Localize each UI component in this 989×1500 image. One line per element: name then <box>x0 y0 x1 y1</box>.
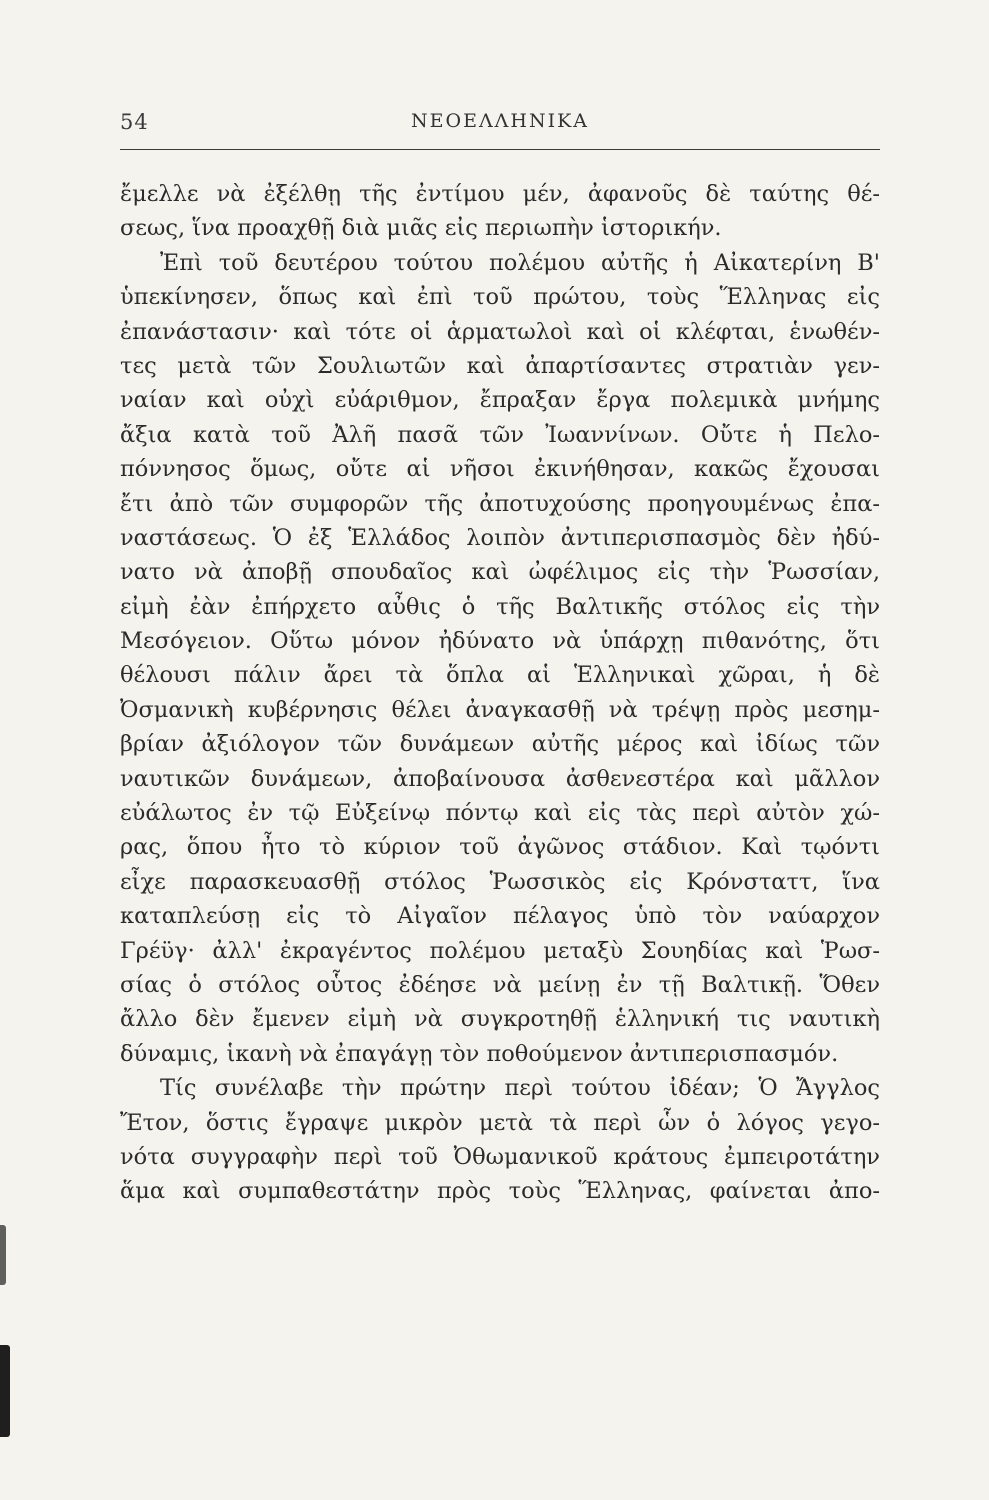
text-line: ρας, ὅπου ἦτο τὸ κύριον τοῦ ἀγῶνος στάδιον. Καὶ τῳόντι <box>120 834 880 861</box>
text-line: νότα συγγραφὴν περὶ τοῦ Ὀθωμανικοῦ κράτους ἐμπειροτάτην <box>120 1143 880 1170</box>
text-line: Γρέϋγ· ἀλλ' ἐκραγέντος πολέμου μεταξὺ Σουηδίας καὶ Ῥωσ- <box>120 937 880 964</box>
text-line: ἅμα καὶ συμπαθεστάτην πρὸς τοὺς Ἕλληνας, φαίνεται ἀπο- <box>120 1178 880 1205</box>
text-line: ἔτι ἀπὸ τῶν συμφορῶν τῆς ἀποτυχούσης προηγουμένως ἐπα- <box>120 490 880 517</box>
text-line: βρίαν ἀξιόλογον τῶν δυνάμεων αὐτῆς μέρος καὶ ἰδίως τῶν <box>120 731 880 758</box>
header-rule <box>120 149 880 150</box>
text-line: πόννησος ὅμως, οὔτε αἱ νῆσοι ἐκινήθησαν, κακῶς ἔχουσαι <box>120 456 880 483</box>
running-title: ΝΕΟΕΛΛΗΝΙΚΑ <box>411 110 589 132</box>
text-line: ἄξια κατὰ τοῦ Ἀλῆ πασᾶ τῶν Ἰωαννίνων. Οὔτε ἡ Πελο- <box>120 421 880 448</box>
text-line: καταπλεύσῃ εἰς τὸ Αἰγαῖον πέλαγος ὑπὸ τὸν ναύαρχον <box>120 903 880 930</box>
text-line: ὑπεκίνησεν, ὅπως καὶ ἐπὶ τοῦ πρώτου, τοὺς Ἕλληνας εἰς <box>120 284 880 311</box>
text-line: εὐάλωτος ἐν τῷ Εὐξείνῳ πόντῳ καὶ εἰς τὰς περὶ αὐτὸν χώ- <box>120 800 880 827</box>
text-line: Μεσόγειον. Οὕτω μόνον ἠδύνατο νὰ ὑπάρχῃ πιθανότης, ὅτι <box>120 628 880 655</box>
text-line: σίας ὁ στόλος οὗτος ἐδέησε νὰ μείνῃ ἐν τῇ Βαλτικῇ. Ὅθεν <box>120 971 880 998</box>
text-line: ἐπανάστασιν· καὶ τότε οἱ ἁρματωλοὶ καὶ οἱ κλέφται, ἑνωθέν- <box>120 318 880 345</box>
text-line: Ἐπὶ τοῦ δευτέρου τούτου πολέμου αὐτῆς ἡ Αἰκατερίνη Β' <box>160 249 880 276</box>
page-number: 54 <box>120 110 149 134</box>
text-line: νατο νὰ ἀποβῇ σπουδαῖος καὶ ὠφέλιμος εἰς τὴν Ῥωσσίαν, <box>120 559 880 586</box>
text-line: τες μετὰ τῶν Σουλιωτῶν καὶ ἀπαρτίσαντες στρατιὰν γεν- <box>120 352 880 379</box>
text-line: ναίαν καὶ οὐχὶ εὐάριθμον, ἔπραξαν ἔργα πολεμικὰ μνήμης <box>120 387 880 414</box>
binding-shadow <box>0 1345 10 1437</box>
page-header <box>120 110 880 140</box>
text-line: δύναμις, ἱκανὴ νὰ ἐπαγάγῃ τὸν ποθούμενον ἀντιπερισπασμόν. <box>120 1040 839 1067</box>
text-line: ναυτικῶν δυνάμεων, ἀποβαίνουσα ἀσθενεστέρα καὶ μᾶλλον <box>120 765 880 792</box>
text-line: σεως, ἵνα προαχθῇ διὰ μιᾶς εἰς περιωπὴν ἱστορικήν. <box>120 215 722 242</box>
text-line: εἶχε παρασκευασθῇ στόλος Ῥωσσικὸς εἰς Κρόνσταττ, ἵνα <box>120 868 880 895</box>
text-line: Ἔτον, ὅστις ἔγραψε μικρὸν μετὰ τὰ περὶ ὧν ὁ λόγος γεγο- <box>120 1109 880 1136</box>
text-line: θέλουσι πάλιν ἄρει τὰ ὅπλα αἱ Ἑλληνικαὶ χῶραι, ἡ δὲ <box>120 662 880 689</box>
text-line: Τίς συνέλαβε τὴν πρώτην περὶ τούτου ἰδέαν; Ὁ Ἄγγλος <box>160 1075 880 1102</box>
text-line: ἔμελλε νὰ ἐξέλθῃ τῆς ἐντίμου μέν, ἀφανοῦς δὲ ταύτης θέ- <box>120 181 880 207</box>
text-line: εἰμὴ ἐὰν ἐπήρχετο αὖθις ὁ τῆς Βαλτικῆς στόλος εἰς τὴν <box>120 593 880 620</box>
text-line: ναστάσεως. Ὁ ἐξ Ἑλλάδος λοιπὸν ἀντιπερισπασμὸς δὲν ἠδύ- <box>120 524 880 551</box>
text-line: Ὀσμανικὴ κυβέρνησις θέλει ἀναγκασθῇ νὰ τρέψῃ πρὸς μεσημ- <box>120 696 880 723</box>
binding-shadow <box>0 1225 6 1285</box>
text-line: ἄλλο δὲν ἔμενεν εἰμὴ νὰ συγκροτηθῇ ἑλληνική τις ναυτικὴ <box>120 1006 880 1033</box>
body-text <box>120 177 880 1209</box>
